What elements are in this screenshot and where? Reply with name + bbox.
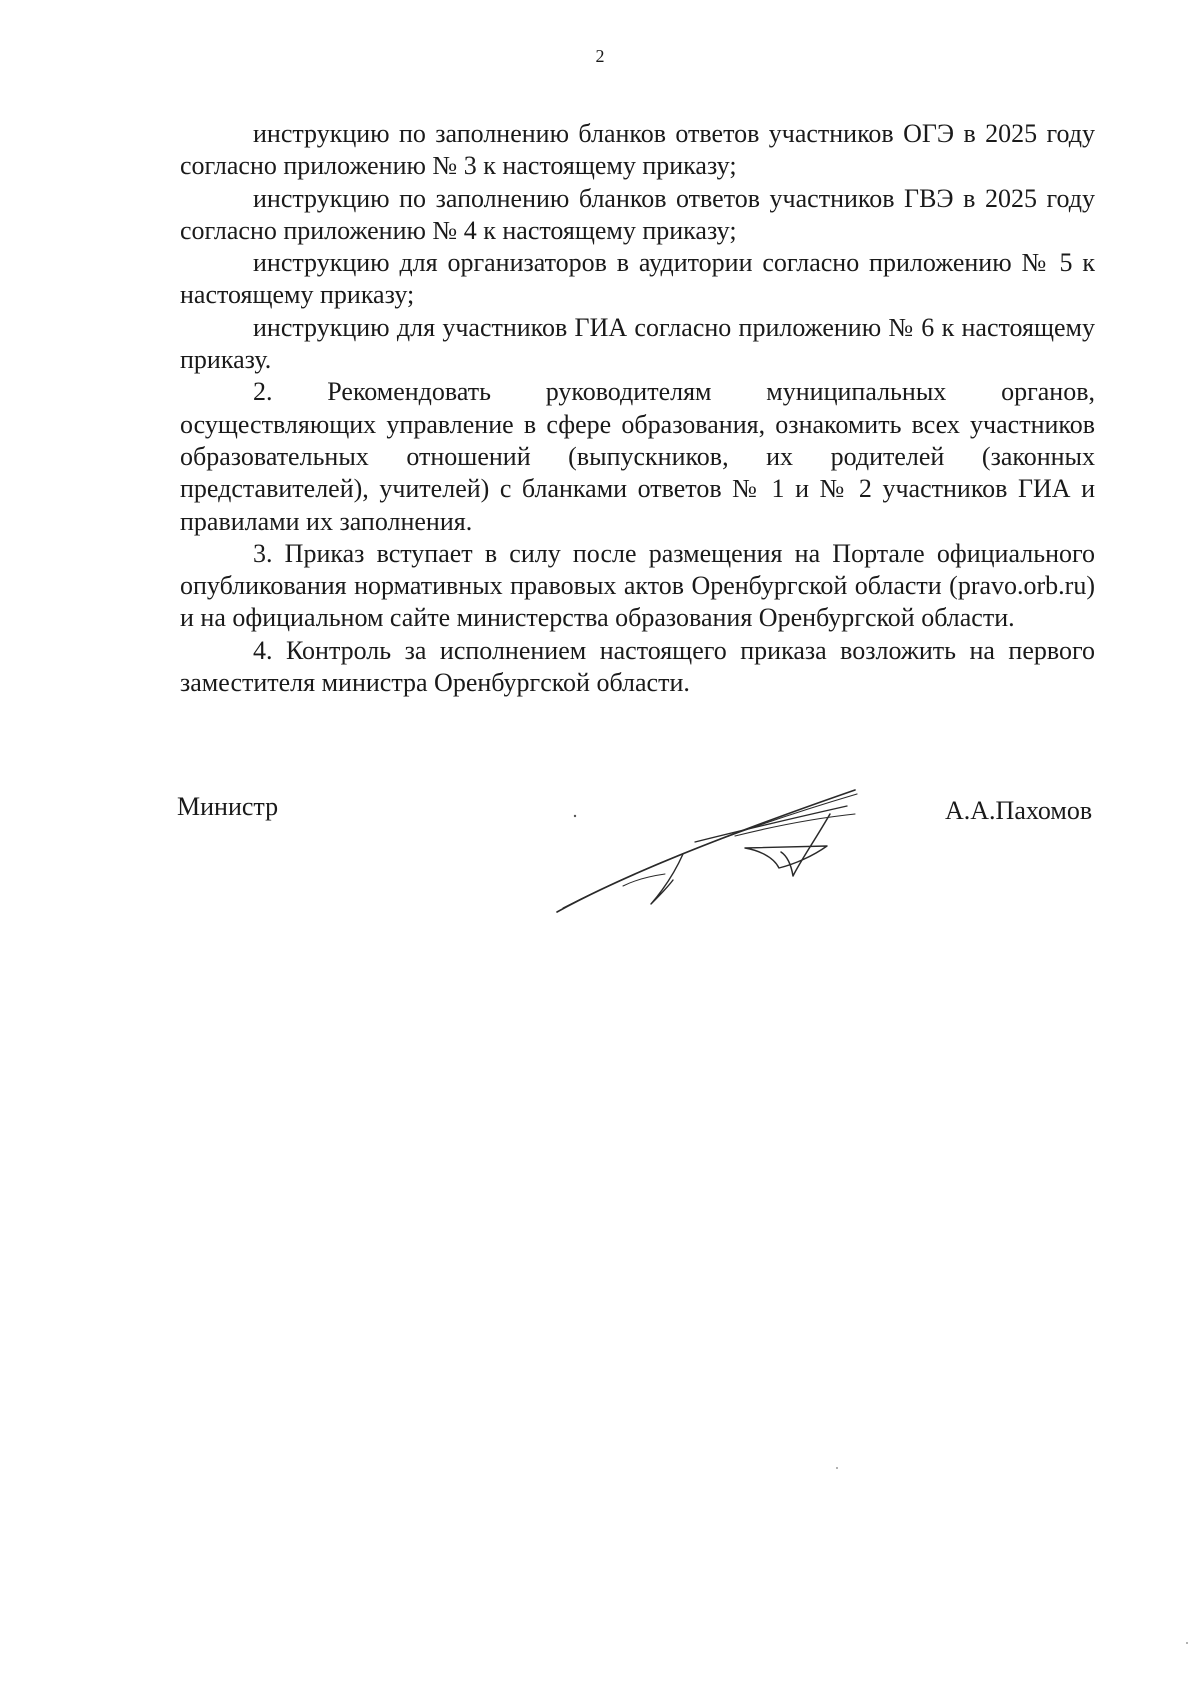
document-body	[180, 118, 1095, 699]
scan-speck	[836, 1467, 838, 1469]
signer-name: А.А.Пахомов	[945, 796, 1093, 825]
signature-block	[0, 792, 1200, 932]
scan-speck	[1186, 1642, 1188, 1644]
paragraph-instruction-oge: инструкцию по заполнению бланков ответов участников ОГЭ в 2025 году согласно приложению № 3 к настоящему приказу;	[180, 119, 1095, 181]
handwritten-signature	[555, 784, 885, 919]
paragraph-instruction-participants: инструкцию для участников ГИА согласно приложению № 6 к настоящему приказу.	[180, 312, 1095, 375]
paragraph-instruction-gve: инструкцию по заполнению бланков ответов участников ГВЭ в 2025 году согласно приложению № 4 к настоящему приказу;	[180, 183, 1095, 245]
paragraph-item-4: 4. Контроль за исполнением настоящего приказа возложить на первого заместителя министра Оренбургской области.	[180, 635, 1095, 698]
paragraph-item-3: 3. Приказ вступает в силу после размещения на Портале официального опубликования нормативных правовых актов Оренбургской области (pravo.orb.ru) и на официальном сайте министерства образования Оренбургской области.	[180, 538, 1095, 633]
paragraph-instruction-organizers: инструкцию для организаторов в аудитории согласно приложению № 5 к настоящему приказу;	[180, 248, 1095, 310]
signer-title: Министр	[177, 792, 279, 821]
paragraph-item-2: 2. Рекомендовать руководителям муниципальных органов, осуществляющих управление в сфере образования, ознакомить всех участников образовательных отношений (выпускников, их родителей (законных представителей), учителей) с бланками ответов № 1 и № 2 участников ГИА и правилами их заполнения.	[180, 377, 1095, 536]
page-number: 2	[595, 46, 605, 66]
